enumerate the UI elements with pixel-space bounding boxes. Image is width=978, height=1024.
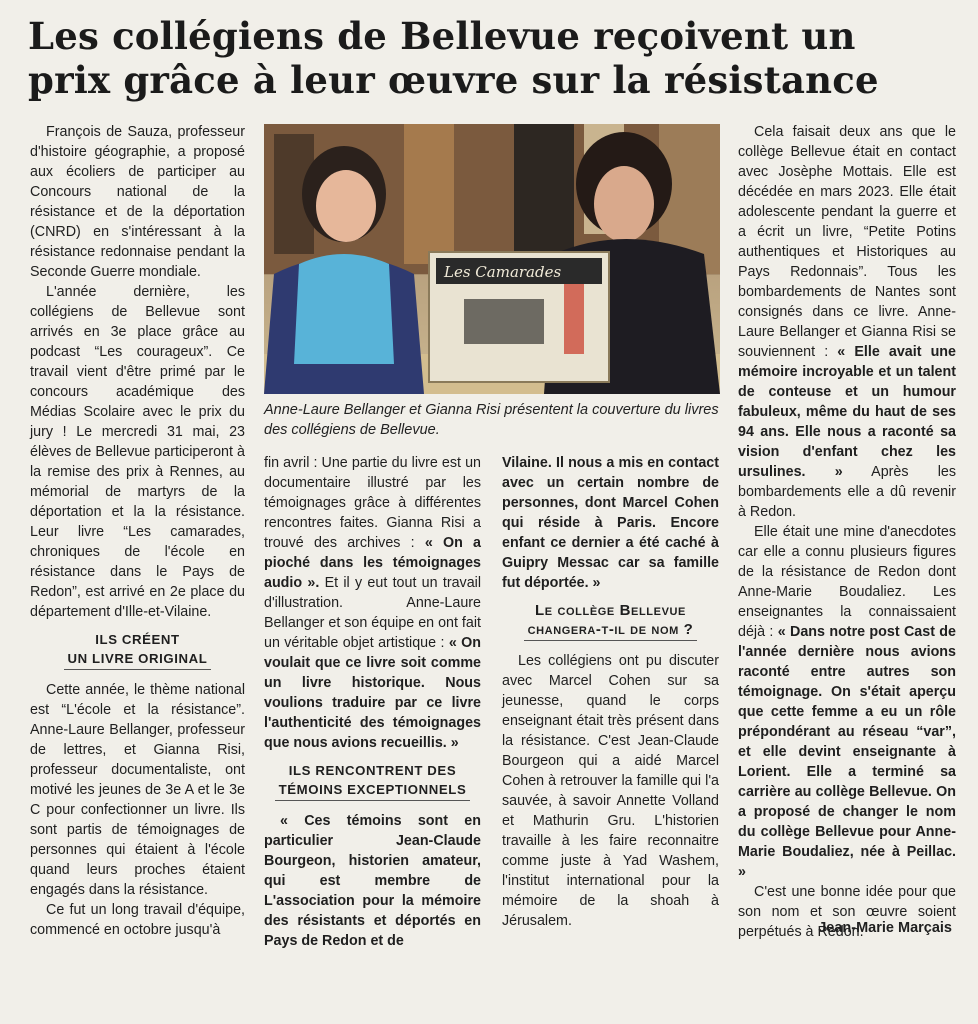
author-byline: Jean-Marie Marçais — [818, 920, 952, 936]
paragraph: « Ces témoins sont en particulier Jean-Claude Bourgeon, historien amateur, qui est membre de L'association pour la mémoire des résistants et déportés en Pays de Redon et de — [264, 813, 481, 949]
subheading-line: ILS RENCONTRENT DES — [288, 763, 457, 778]
paragraph: Les collégiens ont pu discuter avec Marcel Cohen sur sa jeunesse, quand le corps enseignant était très présent dans la résistance. C'est Jean-Claude Bourgeon qui a aidé Marcel Cohen à retrouver la famille qui l'a sauvée, à savoir Annette Volland et Mathurin Gru. L'historien travaille à les faire reconnaitre comme juste à Yad Washem, l'institut international pour la mémoire de la shoah à Jérusalem. — [502, 653, 719, 929]
paragraph: Elle était une mine d'anecdotes car elle a connu plusieurs figures de la résistance de Redon dont Anne-Marie Boudaliez. Les enseignantes la connaissaient déjà : « Dans notre post Cast de l'année dernière nous avions raconté entre autres son témoignage. On s'était aperçu que cette femme a eu un rôle prépondérant au réseau “var”, et elle devint enseignante à Lorient. Elle a terminé sa carrière au collège Bellevue. On a proposé de changer le nom du collège Bellevue pour Anne-Marie Boudaliez, née à Peillac. » — [738, 524, 956, 880]
paragraph: Vilaine. Il nous a mis en contact avec un certain nombre de personnes, dont Marcel Cohen qui réside à Paris. Encore enfant ce dernier a été caché à Guipry Messac car sa famille fut déportée. » — [502, 455, 719, 591]
article-column-2 — [264, 453, 481, 951]
book-title: Les Camarades — [444, 263, 562, 281]
photo-caption: Anne-Laure Bellanger et Gianna Risi présentent la couverture du livres des collégiens de Bellevue. — [264, 402, 719, 438]
subheading-line: ILS CRÉENT — [95, 632, 180, 647]
paragraph: C'est une bonne idée pour que son nom et son œuvre soient perpétués à Redon. — [738, 884, 956, 940]
paragraph: fin avril : Une partie du livre est un documentaire illustré par les témoignages grâce à différentes rencontres faites. Gianna Risi a trouvé des archives : « On a pioché dans les témoignages audio ». Et il y eut tout un travail d'illustration. Anne-Laure Bellanger et son équipe en ont fait un véritable objet artistique : « On voulait que ce livre soit comme un livre historique. Nous voulions traduire par ce livre l'authenticité des témoignages que nous avions recueillis. » — [264, 455, 481, 751]
subheading-line: changera-t-il de nom ? — [524, 620, 698, 641]
article-column-3 — [502, 453, 719, 931]
paragraph: Cette année, le thème national est “L'école et la résistance”. Anne-Laure Bellanger, professeur de lettres, et Gianna Risi, professeur documentaliste, ont motivé les jeunes de 3e A et le 3e C pour confectionner un livre. Ils sont partis de témoignages de personnes qui étaient à l'école quand leurs proches étaient engagés dans la résistance. — [30, 682, 245, 898]
paragraph: Cela faisait deux ans que le collège Bellevue était en contact avec Josèphe Mottais. Elle est décédée en mars 2023. Elle était adolescente pendant la guerre et a écrit un livre, “Petite Potins authentiques et Historiques au Pays Redonnais”. Tous les bombardements de Nantes sont consignés dans ce livre. Anne-Laure Bellanger et Gianna Risi se souviennent : « Elle avait une mémoire incroyable et un talent de conteuse et un humour fabuleux, même du haut de ses 94 ans. Elle nous a raconté sa vision d'enfant chez les ursulines. » Après les bombardements elle a dû revenir à Redon. — [738, 124, 956, 520]
headline: Les collégiens de Bellevue reçoivent un prix grâce à leur œuvre sur la résistance — [28, 14, 879, 102]
article-column-1 — [30, 122, 245, 940]
paragraph: François de Sauza, professeur d'histoire géographie, a proposé aux écoliers de participer au Concours national de la résistance et de la déportation (CNRD) en s'intéressant à la résistance redonnaise pendant la Seconde Guerre mondiale. — [30, 124, 245, 280]
subheading — [502, 601, 719, 641]
subheading — [30, 630, 245, 670]
subheading-line: TÉMOINS EXCEPTIONNELS — [275, 780, 471, 801]
subheading-line: UN LIVRE ORIGINAL — [64, 649, 212, 670]
subheading-line: Le collège Bellevue — [535, 602, 686, 619]
paragraph: Ce fut un long travail d'équipe, commencé en octobre jusqu'à — [30, 902, 245, 938]
paragraph: L'année dernière, les collégiens de Bellevue sont arrivés en 3e place grâce au podcast “Les courageux”. Ce travail vient d'être primé par le concours académique des Médias Scolaire avec le prix du jury ! Le mercredi 31 mai, 23 élèves de Bellevue participeront à la remise des prix à Rennes, au mémorial de martyrs de la déportation et la la résistance. Leur livre “Les camarades, chroniques de l'école en résistance dans le Pays de Redon”, est arrivé en 2e place du département d'Ille-et-Vilaine. — [30, 284, 245, 620]
article-column-4 — [738, 122, 956, 942]
article-photo — [264, 124, 720, 394]
subheading — [264, 761, 481, 801]
photo-illustration — [264, 124, 720, 394]
